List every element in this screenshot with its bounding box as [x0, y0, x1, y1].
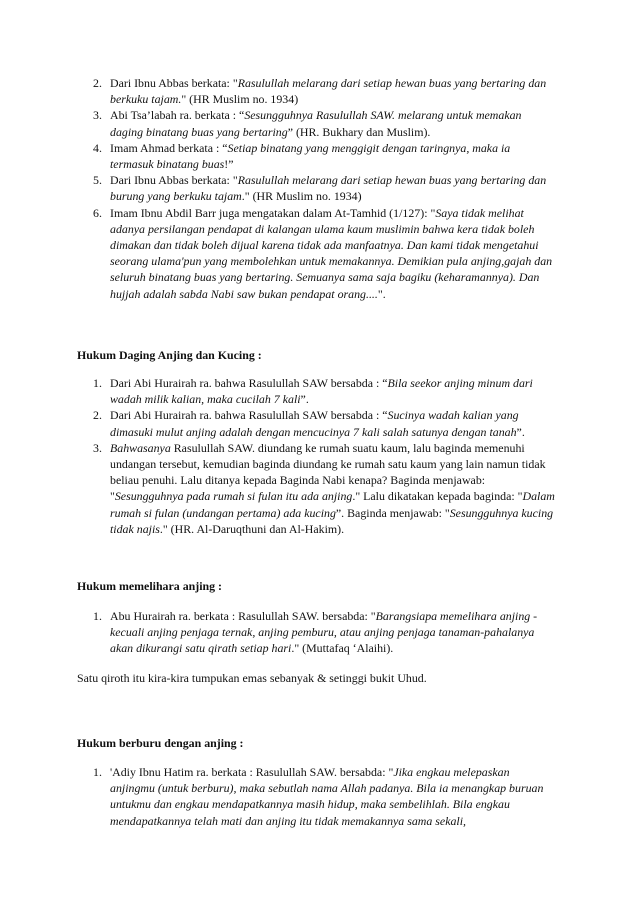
list-number: 5.	[93, 173, 102, 188]
list-number: 2.	[93, 76, 102, 90]
list-item: 1. 'Adiy Ibnu Hatim ra. berkata : Rasulullah SAW. bersabda: "Jika engkau melepaskan anjingmu (untuk berburu), maka sebutlah nama Allah padanya. Bila ia menangkap buruan untukmu dan engkau mendapatkannya masih hidup, maka sembelihlah. Bila engkau mendapatkannya telah mati dan anjing itu tidak memakannya sama sekali,	[93, 765, 544, 828]
list-item: 3. Bahwasanya Rasulullah SAW. diundang ke rumah suatu kaum, lalu baginda memenuhi undangan tersebut, kemudian baginda diundang ke rumah satu kaum yang lain namun tidak beliau penuhi. Lalu ditanya kepada Baginda Nabi kenapa? Baginda menjawab: "Sesungguhnya pada rumah si fulan itu ada anjing." Lalu dikatakan kepada baginda: "Dalam rumah si fulan (undangan pertama) ada kucing”. Baginda menjawab: "Sesungguhnya kucing tidak najis." (HR. Al-Daruqthuni dan Al-Hakim).	[93, 440, 555, 536]
list-number: 1.	[93, 765, 102, 779]
list-item: 5. Dari Ibnu Abbas berkata: "Rasulullah melarang dari setiap hewan buas yang bertaring dan burung yang berkuku tajam." (HR Muslim no. 1934)	[93, 173, 547, 204]
qiroth-note: Satu qiroth itu kira-kira tumpukan emas sebanyak & setinggi bukit Uhud.	[77, 671, 427, 685]
list-item: 1. Dari Abi Hurairah ra. bahwa Rasulullah SAW bersabda : “Bila seekor anjing minum dari wadah milik kalian, maka cucilah 7 kali”.	[93, 376, 533, 407]
list-number: 2.	[93, 408, 102, 423]
prohibition-list	[0, 75, 638, 302]
list-number: 3.	[93, 108, 102, 123]
section-heading: Hukum berburu dengan anjing :	[77, 736, 244, 750]
hunting-dog-list	[0, 764, 638, 829]
dog-cat-list	[0, 375, 638, 537]
list-item: 1. Abu Hurairah ra. berkata : Rasulullah SAW. bersabda: "Barangsiapa memelihara anjing -kecuali anjing penjaga ternak, anjing pemburu, atau anjing penjaga tanaman-pahalanya akan dikurangi satu qirath setiap hari." (Muttafaq ‘Alaihi).	[93, 609, 538, 656]
list-item: 2. Dari Abi Hurairah ra. bahwa Rasulullah SAW bersabda : “Sucinya wadah kalian yang dimasuki mulut anjing adalah dengan mencucinya 7 kali salah satunya dengan tanah”.	[93, 408, 525, 439]
section-heading: Hukum Daging Anjing dan Kucing :	[77, 348, 262, 362]
keeping-dog-list	[0, 608, 638, 657]
list-item: 3. Abi Tsa’labah ra. berkata : “Sesungguhnya Rasulullah SAW. melarang untuk memakan daging binatang buas yang bertaring” (HR. Bukhary dan Muslim).	[93, 108, 522, 139]
list-number: 1.	[93, 609, 102, 623]
list-item: 2. Dari Ibnu Abbas berkata: "Rasulullah melarang dari setiap hewan buas yang bertaring dan berkuku tajam." (HR Muslim no. 1934)	[93, 76, 547, 107]
section-heading: Hukum memelihara anjing :	[77, 579, 223, 593]
list-item: 4. Imam Ahmad berkata : “Setiap binatang yang menggigit dengan taringnya, maka ia termasuk binatang buas!”	[93, 140, 511, 172]
list-item: 6. Imam Ibnu Abdil Barr juga mengatakan dalam At-Tamhid (1/127): "Saya tidak melihat adanya persilangan pendapat di kalangan ulama kaum muslimin bahwa kera tidak boleh dimakan dan tidak boleh dijual karena tidak ada manfaatnya. Dan kami tidak mengetahui seorang ulama'pun yang membolehkan untuk memakannya. Demikian pula anjing,gajah dan seluruh binatang buas yang bertaring. Semuanya sama saja bagiku (keharamannya). Dan hujjah adalah sabda Nabi saw bukan pendapat orang....".	[93, 205, 553, 301]
list-number: 1.	[93, 376, 102, 390]
list-number: 4.	[93, 140, 102, 155]
list-number: 6.	[93, 205, 102, 220]
list-number: 3.	[93, 440, 102, 455]
